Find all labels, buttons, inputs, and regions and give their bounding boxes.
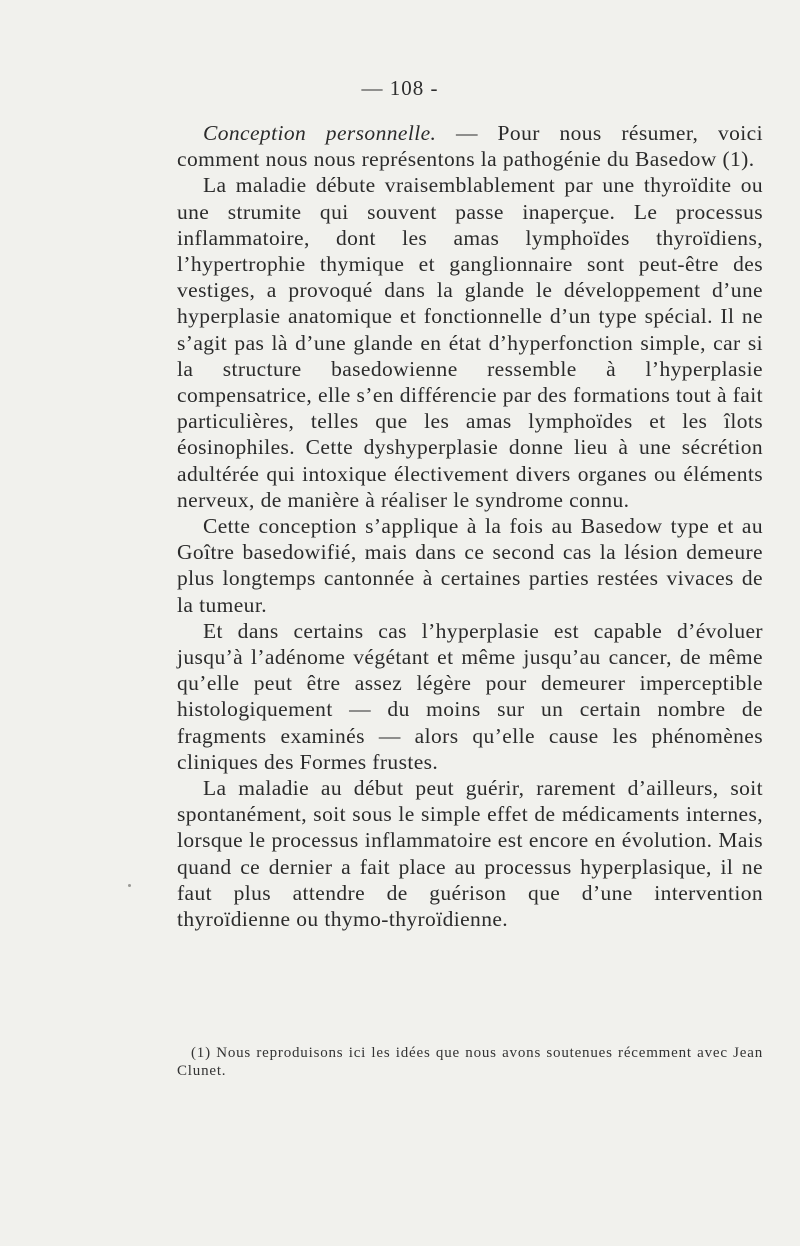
paragraph-conception xyxy=(177,120,763,172)
page-number: — 108 - xyxy=(361,76,439,100)
paragraph-guerison: La maladie au début peut guérir, rarement d’ailleurs, soit spontanément, soit sous le simple effet de médicaments internes, lorsque le processus inflammatoire est encore en évolution. Mais quand ce dernier a fait place au processus hyperplasique, il ne faut plus attendre de guérison que d’une intervention thyroïdienne ou thymo-thyroïdienne. xyxy=(177,776,763,932)
paragraph-text: — Pour nous résumer, voici comment nous nous représentons la pathogénie du Basedow (1). xyxy=(177,121,763,172)
body-text xyxy=(177,120,763,932)
paragraph-maladie-debute: La maladie débute vraisemblablement par une thyroïdite ou une strumite qui souvent passe inaperçue. Le processus inflammatoire, dont les amas lymphoïdes thyroïdiens, l’hypertrophie thymique et ganglionnaire sont peut-être des vestiges, a provoqué dans la glande le développement d’une hyperplasie anatomique et fonctionnelle d’un type spécial. Il ne s’agit pas là d’une glande en état d’hyperfonction simple, car si la structure basedowienne ressemble à l’hyperplasie compensatrice, elle s’en différencie par des formations tout à fait particulières, telles que les amas lymphoïdes et les îlots éosinophiles. Cette dyshyperplasie donne lieu à une sécrétion adultérée qui intoxique électivement divers organes ou éléments nerveux, de manière à réaliser le syndrome connu. xyxy=(177,173,763,512)
footnote: (1) Nous reproduisons ici les idées que nous avons soutenues récemment avec Jean Clunet. xyxy=(177,1045,763,1079)
paragraph-hyperplasie: Et dans certains cas l’hyperplasie est capable d’évoluer jusqu’à l’adénome végétant et même jusqu’au cancer, de même qu’elle peut être assez légère pour demeurer imperceptible histologiquement — du moins sur un certain nombre de fragments examinés — alors qu’elle cause les phénomènes cliniques des Formes frustes. xyxy=(177,618,763,774)
section-lead-title: Conception personnelle. xyxy=(203,121,437,145)
paper-speck xyxy=(128,884,131,887)
paragraph-cette-conception: Cette conception s’applique à la fois au Basedow type et au Goître basedowifié, mais dans ce second cas la lésion demeure plus longtemps cantonnée à certaines parties restées vivaces de la tumeur. xyxy=(177,514,763,617)
